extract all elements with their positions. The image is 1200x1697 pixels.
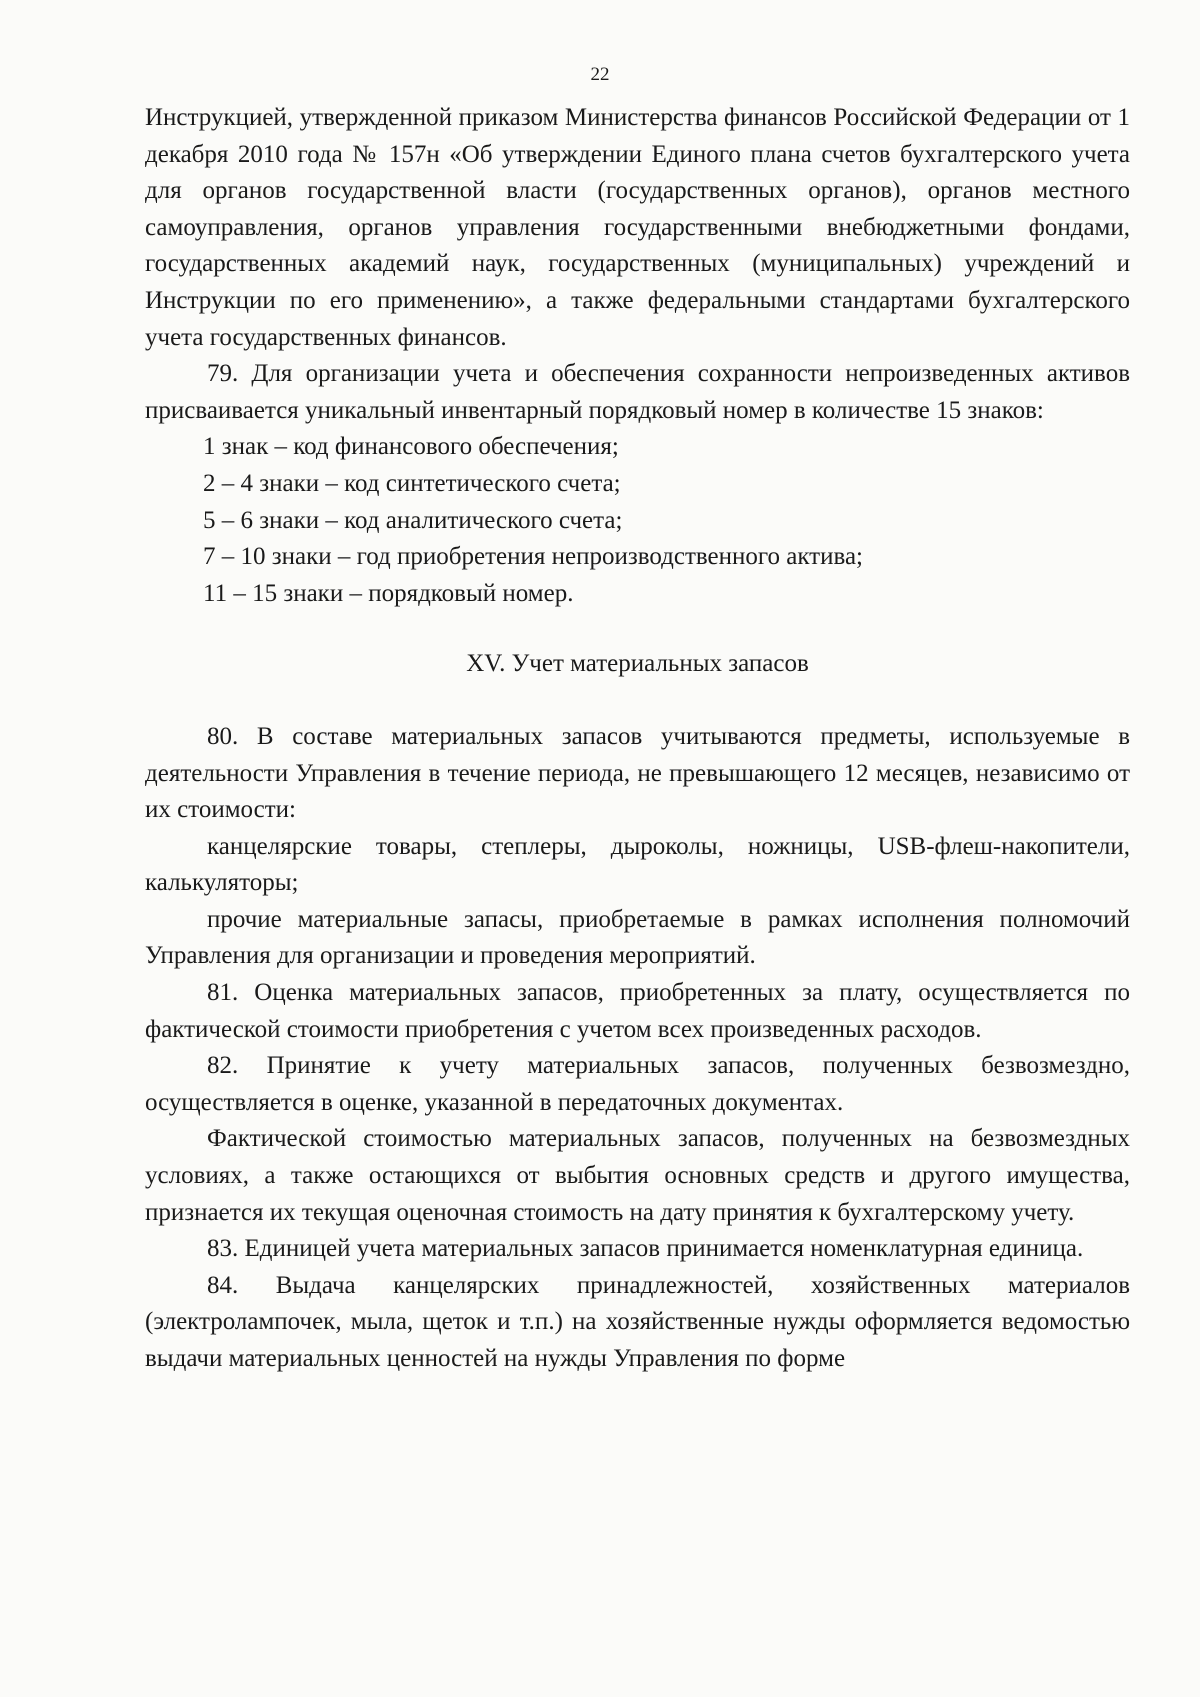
- list-item: 5 – 6 знаки – код аналитического счета;: [203, 506, 623, 534]
- paragraph-79: 79. Для организации учета и обеспечения сохранности непроизведенных активов присваивается уникальный инвентарный порядковый номер в количестве 15 знаков:: [145, 360, 1130, 424]
- page-number: 22: [590, 64, 610, 85]
- paragraph-81: 81. Оценка материальных запасов, приобретенных за плату, осуществляется по фактической стоимости приобретения с учетом всех произведенных расходов.: [145, 979, 1130, 1043]
- paragraph-actual-cost: Фактической стоимостью материальных запасов, полученных на безвозмездных условиях, а также остающихся от выбытия основных средств и другого имущества, признается их текущая оценочная стоимость на дату принятия к бухгалтерскому учету.: [145, 1125, 1130, 1226]
- paragraph-instruction-continuation: Инструкцией, утвержденной приказом Министерства финансов Российской Федерации от 1 декабря 2010 года № 157н «Об утверждении Единого плана счетов бухгалтерского учета для органов государственной власти (государственных органов), органов местного самоуправления, органов управления государственными внебюджетными фондами, государственных академий наук, государственных (муниципальных) учреждений и Инструкции по его применению», а также федеральными стандартами бухгалтерского учета государственных финансов.: [145, 104, 1130, 351]
- paragraph-other-materials: прочие материальные запасы, приобретаемые в рамках исполнения полномочий Управления для организации и проведения мероприятий.: [145, 905, 1130, 970]
- paragraph-office-supplies: канцелярские товары, степлеры, дыроколы, ножницы, USB-флеш-накопители, калькуляторы;: [145, 832, 1130, 897]
- list-item: 2 – 4 знаки – код синтетического счета;: [203, 469, 621, 497]
- section-heading: XV. Учет материальных запасов: [466, 650, 809, 678]
- paragraph-83: 83. Единицей учета материальных запасов принимается номенклатурная единица.: [207, 1235, 1084, 1263]
- paragraph-82: 82. Принятие к учету материальных запасов, полученных безвозмездно, осуществляется в оценке, указанной в передаточных документах.: [145, 1052, 1130, 1116]
- list-item: 11 – 15 знаки – порядковый номер.: [203, 579, 574, 607]
- list-item: 1 знак – код финансового обеспечения;: [203, 433, 619, 461]
- paragraph-84: 84. Выдача канцелярских принадлежностей, хозяйственных материалов (электролампочек, мыла, щеток и т.п.) на хозяйственные нужды оформляется ведомостью выдачи материальных ценностей на нужды Управления по форме: [145, 1271, 1130, 1372]
- document-body: [145, 100, 1130, 1378]
- paragraph-80: 80. В составе материальных запасов учитываются предметы, используемые в деятельности Управления в течение периода, не превышающего 12 месяцев, независимо от их стоимости:: [145, 722, 1130, 824]
- list-item: 7 – 10 знаки – год приобретения непроизводственного актива;: [203, 543, 863, 571]
